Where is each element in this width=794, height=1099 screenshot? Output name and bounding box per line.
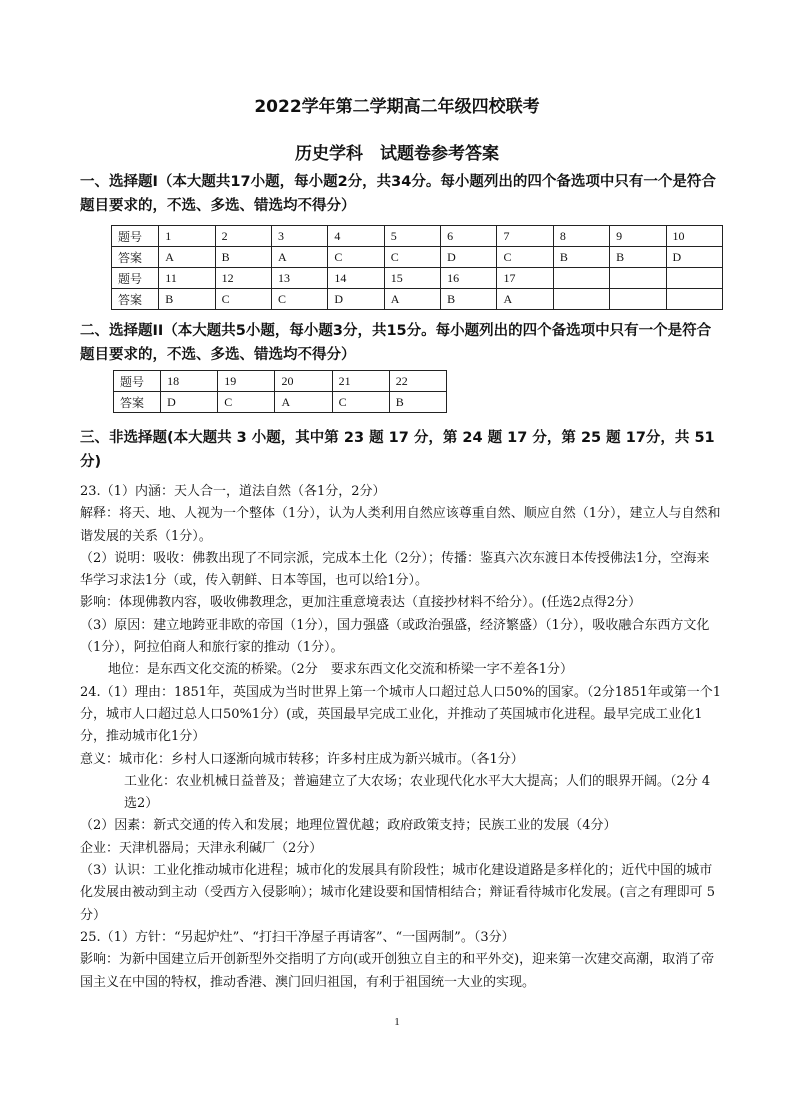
table-cell: A (384, 289, 440, 310)
document-subtitle: 历史学科 试题卷参考答案 (295, 144, 499, 164)
answer-line: （2）说明：吸收：佛教出现了不同宗派，完成本土化（2分）；传播：鉴真六次东渡日本传授佛法1分，空海来华学习求法1分（或，传入朝鲜、日本等国，也可以给1分）。 (80, 550, 710, 589)
table-cell: A (497, 289, 553, 310)
table-cell: 10 (666, 226, 722, 247)
answer-line: 解释：将天、地、人视为一个整体（1分），认为人类利用自然应该尊重自然、顺应自然（1分），建立人与自然和谐发展的关系（1分）。 (80, 506, 721, 544)
table-cell: 15 (384, 268, 440, 289)
table-cell: 3 (272, 226, 328, 247)
answer-line: 工业化：农业机械日益普及；普遍建立了大农场；农业现代化水平大大提高；人们的眼界开阔。（2分 4选2） (124, 773, 711, 812)
table-cell: B (553, 247, 609, 268)
table-cell: 12 (215, 268, 271, 289)
section-2-heading: 二、选择题II（本大题共5小题，每小题3分，共15分。每小题列出的四个备选项中只有一个是符合题目要求的，不选、多选、错选均不得分） (80, 323, 712, 363)
table-cell: C (218, 392, 275, 413)
answer-table-1 (111, 225, 723, 310)
table-cell: B (441, 289, 497, 310)
table-cell (553, 268, 609, 289)
table-cell: C (272, 289, 328, 310)
table-cell: D (666, 247, 722, 268)
table-cell: 19 (218, 371, 275, 392)
table-cell: C (497, 247, 553, 268)
table-cell: 6 (441, 226, 497, 247)
answer-table-2 (113, 370, 447, 413)
table-row (114, 371, 447, 392)
answer-line: 25.（1）方针：“另起炉灶”、“打扫干净屋子再请客”、“一国两制”。（3分） (80, 929, 515, 945)
answer-line: 影响：为新中国建立后开创新型外交指明了方向(或开创独立自主的和平外交)，迎来第一次建交高潮，取消了帝国主义在中国的特权，推动香港、澳门回归祖国，有利于祖国统一大业的实现。 (80, 952, 715, 990)
table-cell: 21 (332, 371, 389, 392)
table-cell: 13 (272, 268, 328, 289)
table-cell: 2 (215, 226, 271, 247)
row-header-cell: 答案 (112, 289, 159, 310)
table-cell (610, 289, 666, 310)
table-cell (610, 268, 666, 289)
table-row (112, 289, 723, 310)
table-cell: 14 (328, 268, 384, 289)
answer-line: 企业：天津机器局；天津永利碱厂（2分） (80, 840, 323, 856)
table-cell: D (441, 247, 497, 268)
answer-line: （2）因素：新式交通的传入和发展；地理位置优越；政府政策支持；民族工业的发展（4分） (80, 818, 617, 834)
row-header-cell: 答案 (112, 247, 159, 268)
table-cell: C (332, 392, 389, 413)
table-cell: A (275, 392, 332, 413)
answer-body (80, 481, 722, 994)
table-cell: D (161, 392, 218, 413)
row-header-cell: 答案 (114, 392, 161, 413)
row-header-cell: 题号 (112, 268, 159, 289)
table-cell: D (328, 289, 384, 310)
table-cell: 22 (389, 371, 446, 392)
answer-line: （3）原因：建立地跨亚非欧的帝国（1分），国力强盛（或政治强盛，经济繁盛）（1分），吸收融合东西方文化（1分），阿拉伯商人和旅行家的推动（1分）。 (80, 617, 710, 656)
table-cell: B (389, 392, 446, 413)
table-cell (666, 289, 722, 310)
answer-line: 影响：体现佛教内容，吸收佛教理念，更加注重意境表达（直接抄材料不给分）。(任选2点得2分） (80, 595, 642, 611)
answer-line: 意义：城市化：乡村人口逐渐向城市转移；许多村庄成为新兴城市。（各1分） (80, 751, 524, 767)
table-row (114, 392, 447, 413)
table-row (112, 226, 723, 247)
answer-line: （3）认识：工业化推动城市化进程；城市化的发展具有阶段性；城市化建设道路是多样化的；近代中国的城市化发展由被动到主动（受西方入侵影响）；城市化建设要和国情相结合；辩证看待城市化发展。(言之有理即可 5分） (80, 863, 715, 923)
row-header-cell: 题号 (112, 226, 159, 247)
table-cell: A (272, 247, 328, 268)
table-cell: 20 (275, 371, 332, 392)
table-cell: 17 (497, 268, 553, 289)
table-cell (553, 289, 609, 310)
section-1-heading: 一、选择题I（本大题共17小题，每小题2分，共34分。每小题列出的四个备选项中只有一个是符合题目要求的，不选、多选、错选均不得分） (80, 174, 716, 214)
table-cell: 11 (159, 268, 215, 289)
table-cell: A (159, 247, 215, 268)
row-header-cell: 题号 (114, 371, 161, 392)
answer-line: 24.（1）理由：1851年，英国成为当时世界上第一个城市人口超过总人口50%的国家。（2分1851年或第一个1分，城市人口超过总人口50%1分）(或，英国最早完成工业化，并推动了英国城市化进程。最早完成工业化1分，推动城市化1分） (80, 684, 722, 745)
table-cell: 4 (328, 226, 384, 247)
table-cell: 9 (610, 226, 666, 247)
table-cell: C (215, 289, 271, 310)
table-cell (666, 268, 722, 289)
document-title: 2022学年第二学期高二年级四校联考 (254, 97, 540, 117)
table-cell: 16 (441, 268, 497, 289)
table-cell: C (328, 247, 384, 268)
table-cell: 7 (497, 226, 553, 247)
table-cell: C (384, 247, 440, 268)
table-cell: 1 (159, 226, 215, 247)
table-cell: B (215, 247, 271, 268)
answer-line: 23.（1）内涵：天人合一，道法自然（各1分，2分） (80, 484, 386, 499)
table-cell: 18 (161, 371, 218, 392)
table-cell: B (610, 247, 666, 268)
table-row (112, 247, 723, 268)
table-row (112, 268, 723, 289)
table-cell: 8 (553, 226, 609, 247)
section-3-heading: 三、非选择题(本大题共 3 小题，其中第 23 题 17 分，第 24 题 17 分，第 25 题 17分，共 51 分) (80, 430, 715, 470)
table-cell: 5 (384, 226, 440, 247)
answer-line: 地位：是东西文化交流的桥梁。（2分 要求东西文化交流和桥梁一字不差各1分） (108, 662, 574, 678)
page-number: 1 (394, 1016, 400, 1028)
table-cell: B (159, 289, 215, 310)
